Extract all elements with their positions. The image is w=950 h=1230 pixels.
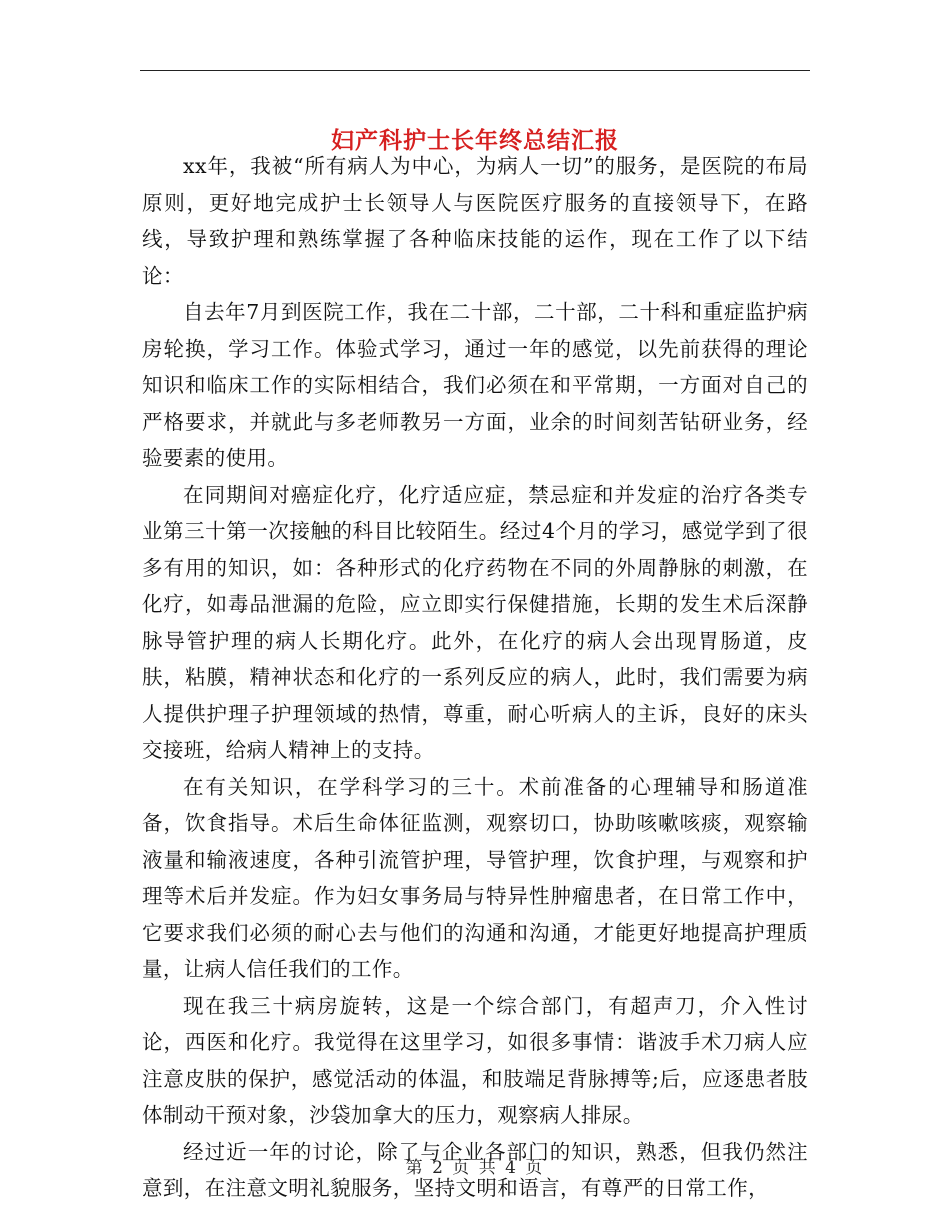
document-title: 妇产科护士长年终总结汇报 [331, 127, 619, 155]
paragraph-5: 现在我三十病房旋转，这是一个综合部门，有超声刀，介入性讨论，西医和化疗。我觉得在这里学习，如很多事情：谐波手术刀病人应注意皮肤的保护，感觉活动的体温，和肢端足背脉搏等;后，应逐患者肢体制动干预对象，沙袋加拿大的压力，观察病人排尿。 [142, 993, 808, 1127]
header-rule [140, 70, 810, 71]
paragraph-1: xx年，我被“所有病人为中心，为病人一切”的服务，是医院的布局原则，更好地完成护士长领导人与医院医疗服务的直接领导下，在路线，导致护理和熟练掌握了各种临床技能的运作，现在工作了以下结论： [142, 154, 808, 288]
paragraph-6: 经过近一年的讨论，除了与企业各部门的知识，熟悉，但我仍然注意到，在注意文明礼貌服务，坚持文明和语言，有尊严的日常工作， [142, 1139, 808, 1200]
paragraph-4: 在有关知识，在学科学习的三十。术前准备的心理辅导和肠道准备，饮食指导。术后生命体征监测，观察切口，协助咳嗽咳痰，观察输液量和输液速度，各种引流管护理，导管护理，饮食护理，与观察和护理等术后并发症。作为妇女事务局与特异性肿瘤患者，在日常工作中，它要求我们必须的耐心去与他们的沟通和沟通，才能更好地提高护理质量，让病人信任我们的工作。 [142, 774, 808, 981]
paragraph-2: 自去年7月到医院工作，我在二十部，二十部，二十科和重症监护病房轮换，学习工作。体验式学习，通过一年的感觉，以先前获得的理论知识和临床工作的实际相结合，我们必须在和平常期，一方面对自己的严格要求，并就此与多老师教另一方面，业余的时间刻苦钻研业务，经验要素的使用。 [142, 300, 808, 470]
paragraph-3: 在同期间对癌症化疗，化疗适应症，禁忌症和并发症的治疗各类专业第三十第一次接触的科目比较陌生。经过4个月的学习，感觉学到了很多有用的知识，如：各种形式的化疗药物在不同的外周静脉的刺激，在化疗，如毒品泄漏的危险，应立即实行保健措施，长期的发生术后深静脉导管护理的病人长期化疗。此外，在化疗的病人会出现胃肠道，皮肤，粘膜，精神状态和化疗的一系列反应的病人，此时，我们需要为病人提供护理子护理领域的热情，尊重，耐心听病人的主诉，良好的床头交接班，给病人精神上的支持。 [142, 482, 808, 762]
page-number-footer: 第 2 页 共 4 页 [405, 1158, 545, 1178]
document-body [142, 148, 808, 1207]
